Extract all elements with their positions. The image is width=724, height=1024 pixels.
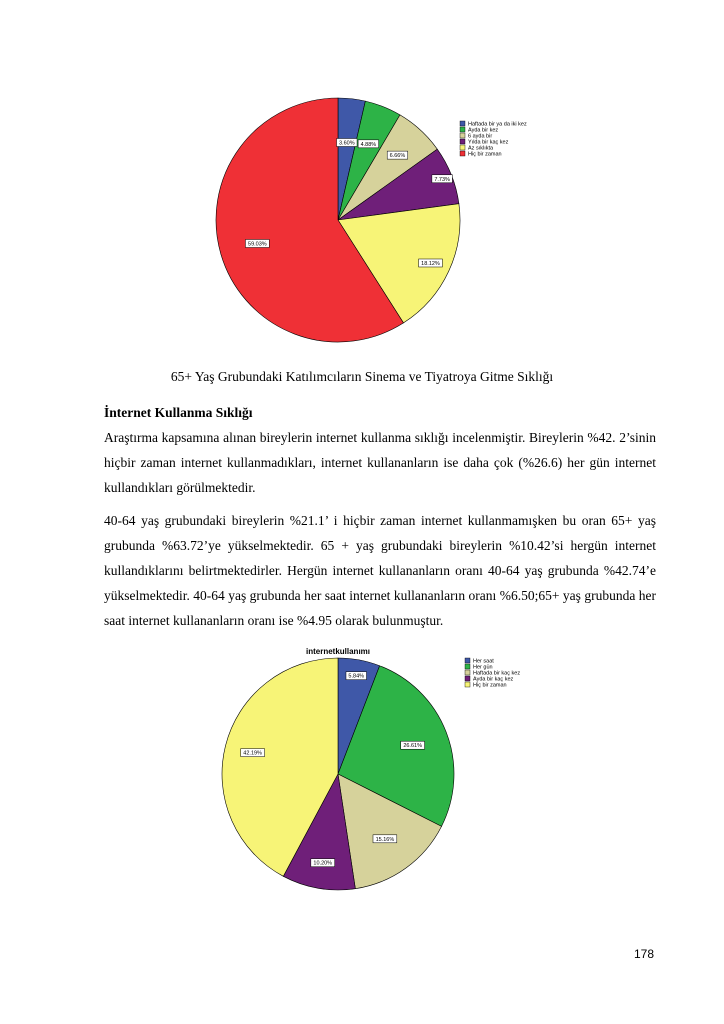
- legend-label: Haftada bir ya da iki kez: [468, 121, 527, 128]
- legend-swatch: [460, 139, 465, 144]
- legend-swatch: [460, 121, 465, 126]
- figure-caption: 65+ Yaş Grubundaki Katılımcıların Sinema ve Tiyatroya Gitme Sıklığı: [170, 369, 554, 384]
- chart-slices: [222, 658, 454, 890]
- pct-label: 18.12%: [421, 260, 440, 267]
- pct-label: 4.88%: [360, 141, 377, 148]
- legend-label: Hiç bir zaman: [473, 682, 507, 689]
- pct-label: 6.66%: [389, 153, 406, 160]
- legend-label: Her gün: [473, 664, 493, 671]
- legend-label: Haftada bir kaç kez: [473, 670, 521, 677]
- legend-label: Her saat: [473, 658, 494, 665]
- pct-label: 10.20%: [313, 860, 333, 867]
- legend-label: 6 ayda bir: [468, 133, 493, 140]
- chart-slices: [216, 98, 460, 342]
- page-number: 178: [633, 947, 654, 961]
- paragraph-1: Araştırma kapsamına alınan bireylerin internet kullanma sıklığı incelenmiştir. Bireylerin %42. 2’sinin hiçbir zaman internet kullanmadıkları, internet kullananların ise daha çok (%26.6) her gün internet kullandıkları görülmektedir.: [104, 430, 656, 495]
- legend-swatch: [460, 127, 465, 132]
- chart2-svg: [200, 643, 560, 895]
- legend-label: Yılda bir kaç kez: [468, 139, 509, 146]
- pct-label: 26.61%: [403, 743, 422, 750]
- pct-label: 5.84%: [348, 673, 365, 680]
- pct-label: 15.16%: [375, 836, 395, 843]
- legend-label: Ayda bir kaç kez: [473, 676, 514, 683]
- paragraph-2: 40-64 yaş grubundaki bireylerin %21.1’ i hiçbir zaman internet kullanmamışken bu oran 65+ yaş grubunda %63.72’ye yükselmektedir. 65 + yaş grubundaki bireylerin %10.42’si hergün internet kullandıklarını belirtmektedirler. Hergün internet kullananların oranı 40-64 yaş grubunda %42.74’e yükselmektedir. 40-64 yaş grubunda her saat internet kullananların oranı %6.50;65+ yaş grubunda her saat internet kullananların oranı ise %4.95 olarak bulunmuştur.: [104, 513, 656, 628]
- legend-swatch: [465, 682, 470, 687]
- internet-kullanimi-pie-chart: [200, 643, 560, 895]
- section-heading: İnternet Kullanma Sıklığı: [104, 405, 253, 420]
- chart-legend: [460, 121, 527, 158]
- legend-swatch: [465, 658, 470, 663]
- legend-label: Az sıklıkta: [468, 145, 494, 152]
- pct-label: 59.03%: [248, 241, 267, 248]
- legend-label: Hiç bir zaman: [468, 151, 502, 158]
- chart-title: internetkullanımı: [305, 647, 371, 656]
- legend-swatch: [460, 151, 465, 156]
- legend-swatch: [460, 133, 465, 138]
- legend-label: Ayda bir kez: [468, 127, 499, 134]
- chart-legend: [465, 658, 520, 689]
- sinema-tiyatro-pie-chart: [200, 105, 560, 367]
- legend-swatch: [460, 145, 465, 150]
- chart1-svg: [200, 105, 560, 367]
- pct-label: 7.73%: [434, 176, 450, 183]
- legend-swatch: [465, 664, 470, 669]
- legend-swatch: [465, 676, 470, 681]
- legend-swatch: [465, 670, 470, 675]
- pct-label: 42.19%: [243, 750, 262, 757]
- pct-label: 3.60%: [338, 140, 355, 147]
